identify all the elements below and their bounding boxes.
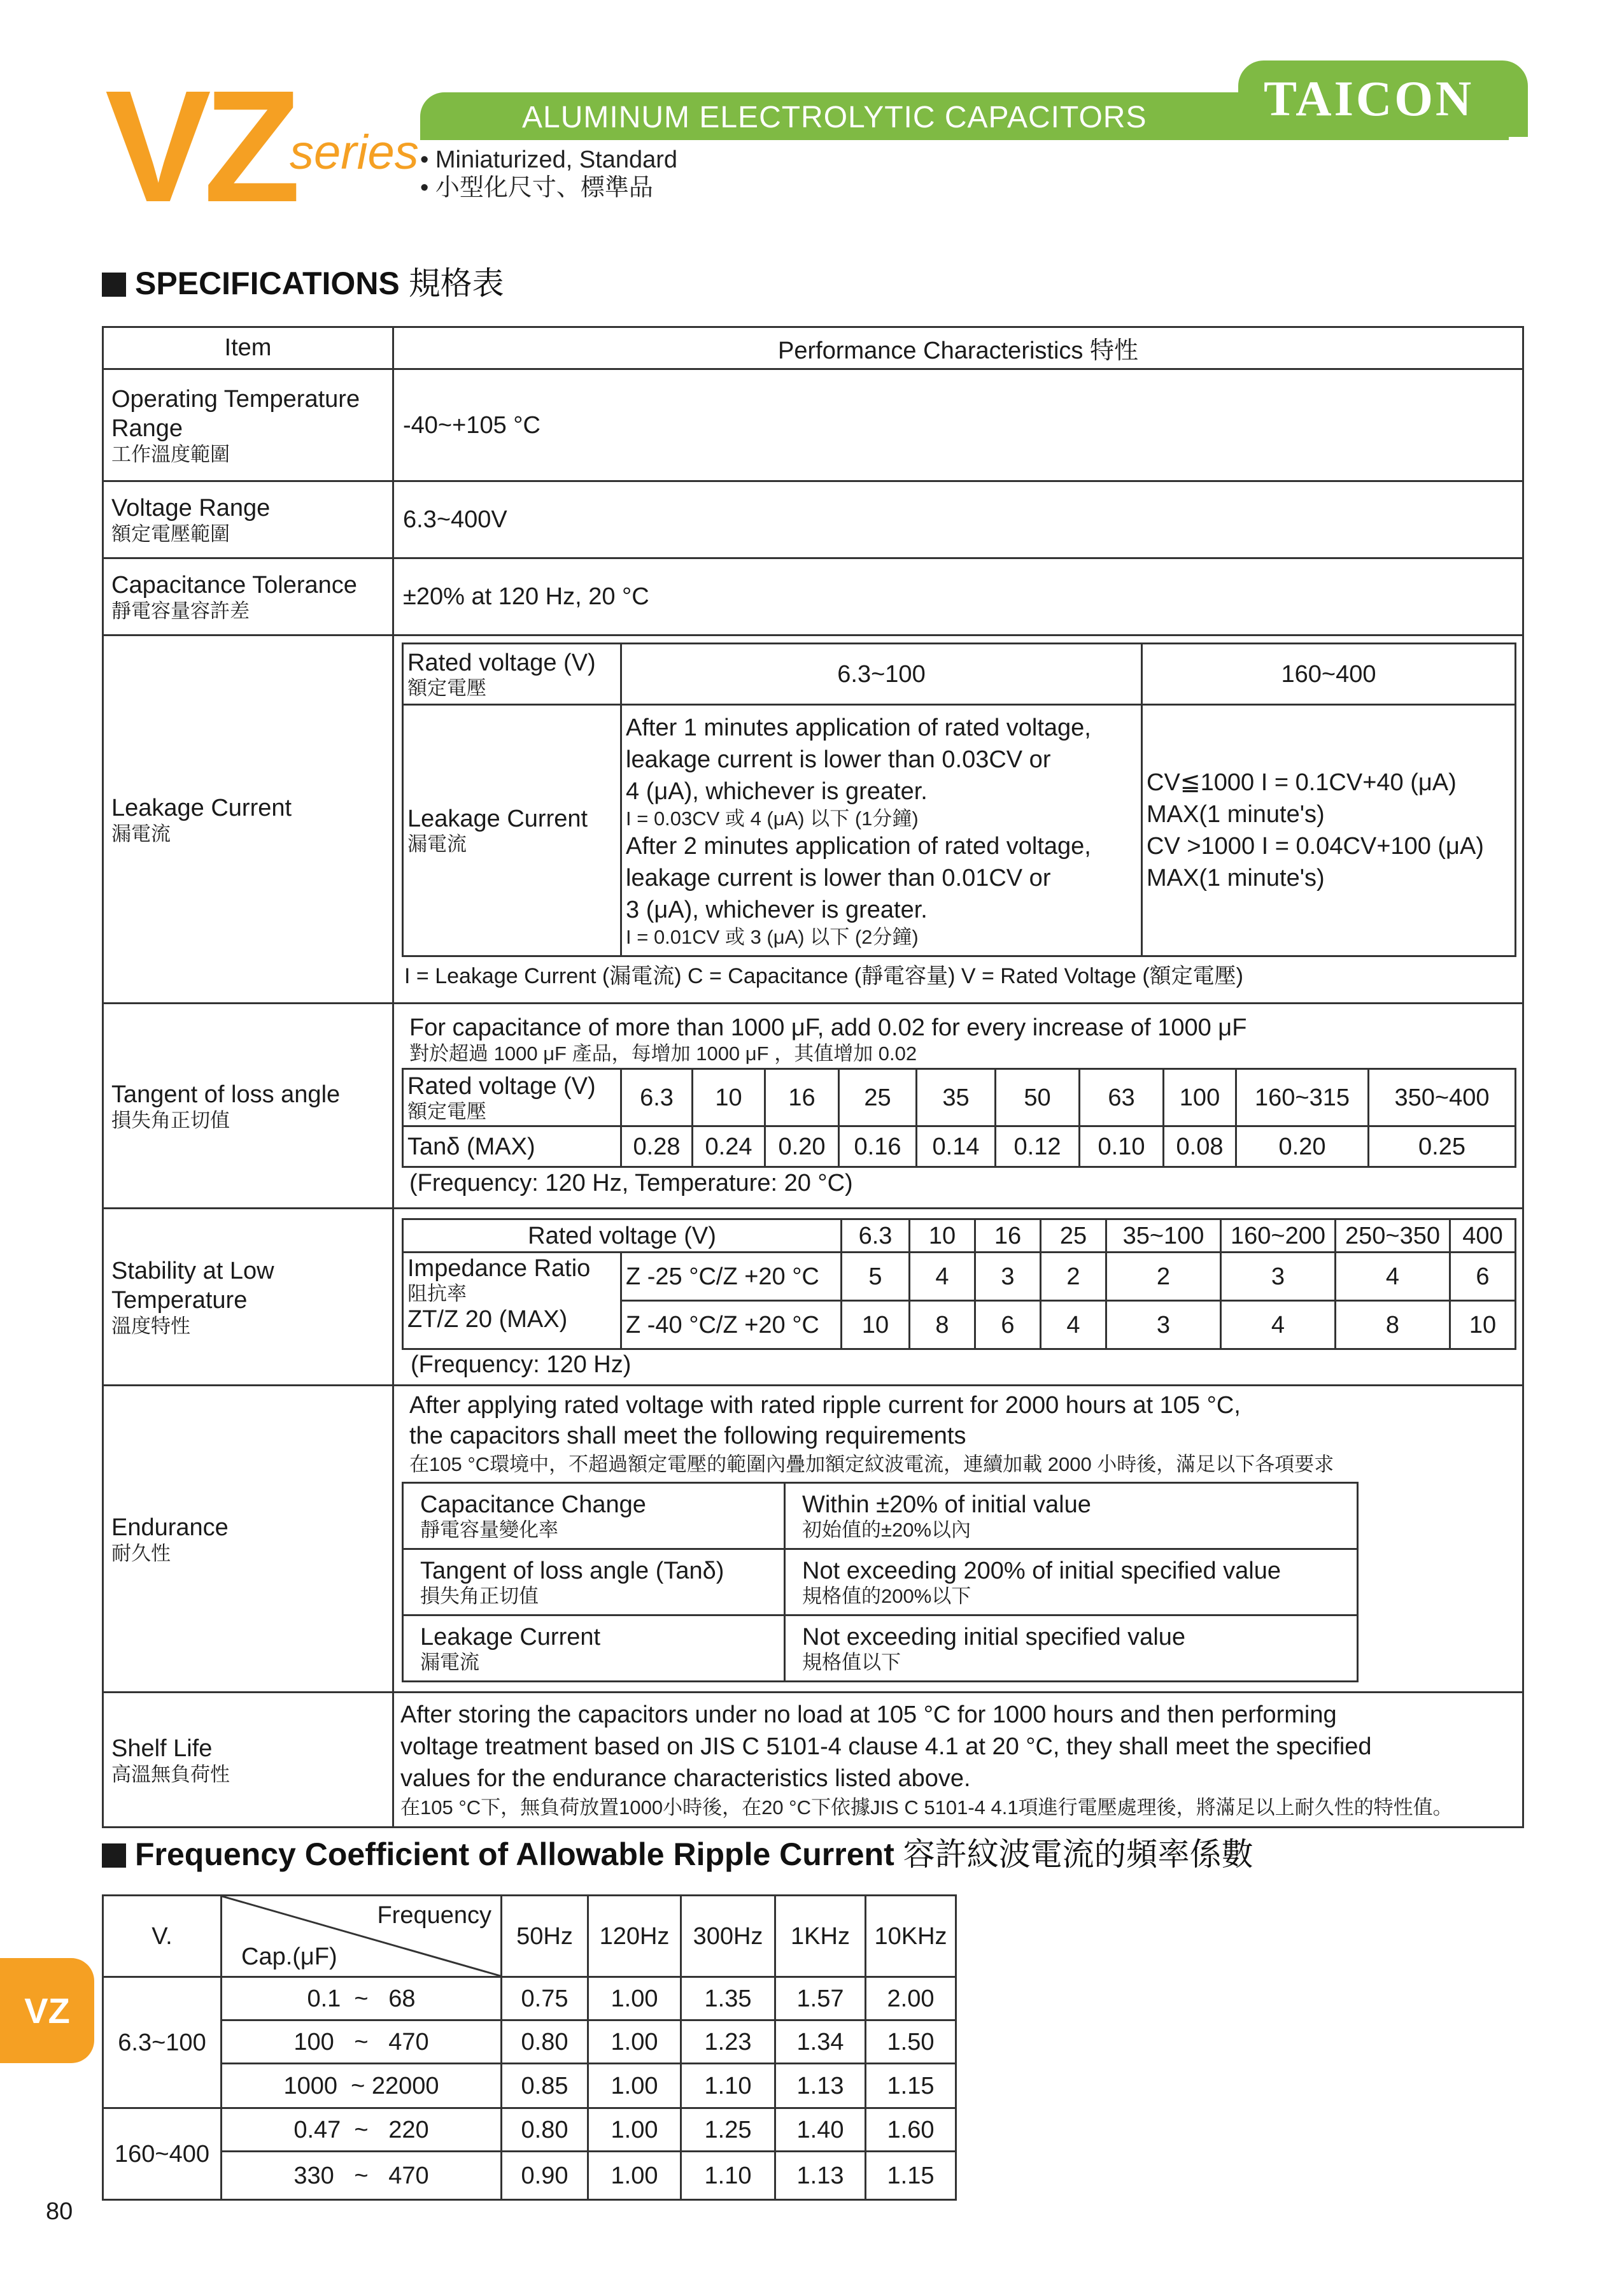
- lowtemp-voltage: 250~350: [1336, 1219, 1450, 1253]
- lowtemp-freq: (Frequency: 120 Hz): [411, 1351, 632, 1378]
- ripple-value: 1.00: [588, 1977, 681, 2020]
- row2-value: 10: [842, 1301, 910, 1349]
- tand-row-label: Tanδ (MAX): [403, 1126, 621, 1167]
- table-row: [103, 2064, 956, 2108]
- tand-value: 0.20: [1236, 1126, 1369, 1167]
- op-temp-label-cn: 工作溫度範圍: [111, 443, 230, 465]
- ripple-voltage-group: 160~400: [103, 2108, 222, 2200]
- tand-value: 0.10: [1080, 1126, 1164, 1167]
- tand-value: 0.20: [765, 1126, 839, 1167]
- tand-value: 0.14: [917, 1126, 996, 1167]
- endurance-intro-1: After applying rated voltage with rated ripple current for 2000 hours at 105 °C,: [409, 1392, 1241, 1419]
- lowtemp-rv-label: Rated voltage (V): [403, 1219, 842, 1253]
- ripple-freq: 10KHz: [866, 1896, 956, 1977]
- ripple-value: 2.00: [866, 1977, 956, 2020]
- row1-value: 4: [1336, 1253, 1450, 1301]
- spec-section-title: [102, 264, 504, 302]
- shelf-label: Shelf Life: [111, 1735, 213, 1762]
- endurance-row: Capacitance Change 靜電容量變化率 Within ±20% of initial value 初始值的±20%以內: [403, 1483, 1358, 1549]
- leak-low-desc: After 1 minutes application of rated voltage, leakage current is lower than 0.03CV or 4 (μA), whichever is greater. I = 0.03CV 或 4 (μA) 以下 (1分鐘) After 2 minutes application of rated voltage, leakage current is lower than 0.01CV or 3 (μA), whichever is greater. I = 0.01CV 或 3 (μA) 以下 (2分鐘): [621, 705, 1142, 956]
- cap-tol-label-cn: 靜電容量容許差: [111, 600, 250, 622]
- tand-rv-label-cn: 額定電壓: [407, 1100, 486, 1123]
- row-tangent-loss: [103, 1004, 1523, 1209]
- ripple-value: 0.90: [502, 2152, 588, 2200]
- shelf-label-cn: 高溫無負荷性: [111, 1763, 230, 1786]
- ripple-value: 1.00: [588, 2064, 681, 2108]
- leakage-label: Leakage Current: [111, 794, 292, 821]
- lowtemp-label-2: Temperature: [111, 1286, 248, 1314]
- shelf-text-1: After storing the capacitors under no load at 105 °C for 1000 hours and then performing: [400, 1701, 1337, 1728]
- tand-note: For capacitance of more than 1000 μF, add 0.02 for every increase of 1000 μF: [409, 1014, 1247, 1041]
- ripple-value: 0.85: [502, 2064, 588, 2108]
- shelf-text-cn: 在105 °C下，無負荷放置1000小時後，在20 °C下依據JIS C 5101-4 4.1項進行電壓處理後，將滿足以上耐久性的特性值。: [400, 1796, 1453, 1819]
- row1-value: 5: [842, 1253, 910, 1301]
- ripple-value: 1.23: [681, 2020, 775, 2064]
- tand-voltage: 63: [1080, 1069, 1164, 1126]
- tand-note-cn: 對於超過 1000 μF 產品，每增加 1000 μF ，其值增加 0.02: [409, 1042, 917, 1065]
- tand-voltage: 100: [1164, 1069, 1236, 1126]
- row-voltage-range: [103, 481, 1523, 558]
- row1-cond: Z -25 °C/Z +20 °C: [621, 1253, 842, 1301]
- row-leakage-current: [103, 635, 1523, 1004]
- category-title: ALUMINUM ELECTROLYTIC CAPACITORS: [522, 101, 1147, 134]
- row2-value: 8: [910, 1301, 975, 1349]
- imp-label-cn: 阻抗率: [407, 1282, 467, 1305]
- leak-rv-low: 6.3~100: [621, 644, 1142, 705]
- row-cap-tolerance: [103, 558, 1523, 635]
- lowtemp-label-cn: 溫度特性: [111, 1314, 190, 1337]
- ripple-title-en: Frequency Coefficient of Allowable Ripple Current: [135, 1836, 894, 1872]
- op-temp-value: -40~+105 °C: [393, 369, 1523, 481]
- tand-label-cn: 損失角正切值: [111, 1109, 230, 1132]
- leak-rv-high: 160~400: [1142, 644, 1516, 705]
- ripple-freq: 1KHz: [775, 1896, 866, 1977]
- ripple-diag-header: [222, 1896, 502, 1977]
- lowtemp-voltage: 10: [910, 1219, 975, 1253]
- ripple-value: 1.15: [866, 2064, 956, 2108]
- ripple-value: 0.80: [502, 2108, 588, 2152]
- ripple-value: 1.10: [681, 2064, 775, 2108]
- lowtemp-subtable: [402, 1218, 1516, 1350]
- spec-title-cn: 規格表: [408, 266, 504, 301]
- row2-value: 10: [1450, 1301, 1516, 1349]
- lowtemp-voltage: 35~100: [1106, 1219, 1221, 1253]
- leak-rv-label-cn: 額定電壓: [407, 676, 486, 699]
- row-low-temp: [103, 1209, 1523, 1386]
- ripple-coefficient-table: [102, 1894, 957, 2201]
- imp-label-2: ZT/Z 20 (MAX): [407, 1306, 568, 1333]
- imp-label: Impedance Ratio: [407, 1255, 591, 1282]
- specifications-table: [102, 326, 1524, 1828]
- spec-header-row: [103, 327, 1523, 369]
- ripple-freq-label: Frequency: [377, 1902, 491, 1929]
- ripple-freq: 50Hz: [502, 1896, 588, 1977]
- ripple-value: 1.57: [775, 1977, 866, 2020]
- ripple-title-cn: 容許紋波電流的頻率係數: [903, 1836, 1253, 1872]
- endurance-label: Endurance: [111, 1514, 229, 1541]
- ripple-cap: 0.1 ~ 68: [222, 1977, 502, 2020]
- tand-voltage: 16: [765, 1069, 839, 1126]
- col-perf-header: Performance Characteristics 特性: [393, 327, 1523, 369]
- tand-voltage: 350~400: [1369, 1069, 1516, 1126]
- ripple-value: 0.80: [502, 2020, 588, 2064]
- table-row: [103, 2108, 956, 2152]
- volt-range-value: 6.3~400V: [393, 481, 1523, 558]
- leak-lc-label: Leakage Current: [407, 806, 588, 832]
- tand-value: 0.24: [693, 1126, 765, 1167]
- ripple-v-header: V.: [103, 1896, 222, 1977]
- endurance-row: Tangent of loss angle (Tanδ) 損失角正切值 Not exceeding 200% of initial specified value 規格值的200%以下: [403, 1549, 1358, 1615]
- ripple-value: 1.35: [681, 1977, 775, 2020]
- page-number: 80: [46, 2198, 73, 2225]
- leak-legend: I = Leakage Current (漏電流) C = Capacitance (靜電容量) V = Rated Voltage (額定電壓): [404, 964, 1243, 988]
- tand-label: Tangent of loss angle: [111, 1081, 341, 1108]
- tand-value: 0.28: [621, 1126, 693, 1167]
- tand-value: 0.25: [1369, 1126, 1516, 1167]
- leakage-label-cn: 漏電流: [111, 822, 171, 845]
- ripple-value: 1.34: [775, 2020, 866, 2064]
- lowtemp-voltage: 400: [1450, 1219, 1516, 1253]
- tand-voltage: 6.3: [621, 1069, 693, 1126]
- bullet-cn: • 小型化尺寸、標準品: [420, 174, 653, 201]
- lowtemp-label-1: Stability at Low: [111, 1257, 274, 1284]
- row2-value: 4: [1041, 1301, 1106, 1349]
- tand-voltage: 160~315: [1236, 1069, 1369, 1126]
- row1-value: 3: [1221, 1253, 1336, 1301]
- tand-voltage: 25: [839, 1069, 917, 1126]
- shelf-text-2: voltage treatment based on JIS C 5101-4 clause 4.1 at 20 °C, they shall meet the specified: [400, 1733, 1372, 1760]
- lowtemp-voltage: 160~200: [1221, 1219, 1336, 1253]
- spec-title-en: SPECIFICATIONS: [135, 266, 400, 301]
- ripple-cap: 1000 ~ 22000: [222, 2064, 502, 2108]
- row1-value: 6: [1450, 1253, 1516, 1301]
- ripple-value: 1.00: [588, 2020, 681, 2064]
- ripple-value: 1.50: [866, 2020, 956, 2064]
- tand-freq: (Frequency: 120 Hz, Temperature: 20 °C): [409, 1170, 853, 1196]
- row-shelf-life: [103, 1693, 1523, 1828]
- cap-tol-label: Capacitance Tolerance: [111, 572, 357, 599]
- leakage-subtable: [402, 643, 1516, 957]
- square-bullet-icon: [102, 1843, 126, 1868]
- row2-cond: Z -40 °C/Z +20 °C: [621, 1301, 842, 1349]
- ripple-value: 1.15: [866, 2152, 956, 2200]
- ripple-value: 1.60: [866, 2108, 956, 2152]
- tand-voltage: 50: [996, 1069, 1080, 1126]
- volt-range-label: Voltage Range: [111, 495, 271, 522]
- volt-range-label-cn: 額定電壓範圍: [111, 523, 230, 545]
- ripple-value: 1.13: [775, 2064, 866, 2108]
- row1-value: 2: [1106, 1253, 1221, 1301]
- ripple-cap-label: Cap.(μF): [241, 1943, 337, 1970]
- endurance-subtable: [402, 1482, 1359, 1682]
- ripple-freq: 120Hz: [588, 1896, 681, 1977]
- square-bullet-icon: [102, 273, 126, 297]
- row-operating-temp: [103, 369, 1523, 481]
- row1-value: 2: [1041, 1253, 1106, 1301]
- ripple-value: 1.40: [775, 2108, 866, 2152]
- lowtemp-voltage: 6.3: [842, 1219, 910, 1253]
- row2-value: 8: [1336, 1301, 1450, 1349]
- tand-value: 0.08: [1164, 1126, 1236, 1167]
- ripple-value: 1.00: [588, 2108, 681, 2152]
- ripple-cap: 100 ~ 470: [222, 2020, 502, 2064]
- endurance-intro-cn: 在105 °C環境中，不超過額定電壓的範圍內疊加額定紋波電流，連續加載 2000 小時後，滿足以下各項要求: [409, 1453, 1334, 1475]
- ripple-cap: 330 ~ 470: [222, 2152, 502, 2200]
- row2-value: 4: [1221, 1301, 1336, 1349]
- ripple-value: 1.13: [775, 2152, 866, 2200]
- row2-value: 3: [1106, 1301, 1221, 1349]
- tand-voltage: 10: [693, 1069, 765, 1126]
- row1-value: 3: [975, 1253, 1041, 1301]
- leak-lc-label-cn: 漏電流: [407, 833, 467, 855]
- ripple-value: 0.75: [502, 1977, 588, 2020]
- row2-value: 6: [975, 1301, 1041, 1349]
- taicon-logo: TAICON: [1264, 71, 1474, 126]
- endurance-label-cn: 耐久性: [111, 1542, 171, 1565]
- tand-subtable: [402, 1068, 1516, 1168]
- table-row: [103, 1977, 956, 2020]
- lowtemp-voltage: 25: [1041, 1219, 1106, 1253]
- lowtemp-voltage: 16: [975, 1219, 1041, 1253]
- ripple-freq: 300Hz: [681, 1896, 775, 1977]
- series-brand: VZ: [105, 57, 293, 235]
- row1-value: 4: [910, 1253, 975, 1301]
- op-temp-label: Operating Temperature Range: [111, 385, 360, 442]
- tand-value: 0.12: [996, 1126, 1080, 1167]
- bullet-en: • Miniaturized, Standard: [420, 146, 678, 173]
- series-word: series: [290, 125, 419, 180]
- tand-value: 0.16: [839, 1126, 917, 1167]
- ripple-cap: 0.47 ~ 220: [222, 2108, 502, 2152]
- ripple-voltage-group: 6.3~100: [103, 1977, 222, 2108]
- endurance-row: Leakage Current 漏電流 Not exceeding initial specified value 規格值以下: [403, 1615, 1358, 1682]
- shelf-text-3: values for the endurance characteristics listed above.: [400, 1764, 971, 1792]
- endurance-intro-2: the capacitors shall meet the following requirements: [409, 1423, 966, 1449]
- tand-rv-label: Rated voltage (V): [407, 1072, 596, 1100]
- series-side-tab: VZ: [0, 1958, 94, 2063]
- tand-voltage: 35: [917, 1069, 996, 1126]
- table-row: [103, 2020, 956, 2064]
- ripple-value: 1.00: [588, 2152, 681, 2200]
- leak-rv-label: Rated voltage (V): [407, 649, 596, 676]
- cap-tol-value: ±20% at 120 Hz, 20 °C: [393, 558, 1523, 635]
- col-item-header: Item: [103, 327, 393, 369]
- leak-high-desc: CV≦1000 I = 0.1CV+40 (μA) MAX(1 minute's) CV >1000 I = 0.04CV+100 (μA) MAX(1 minute's): [1142, 705, 1516, 956]
- ripple-value: 1.25: [681, 2108, 775, 2152]
- ripple-value: 1.10: [681, 2152, 775, 2200]
- ripple-section-title: [102, 1835, 1253, 1873]
- ripple-header-row: [103, 1896, 956, 1977]
- row-endurance: [103, 1386, 1523, 1693]
- table-row: [103, 2152, 956, 2200]
